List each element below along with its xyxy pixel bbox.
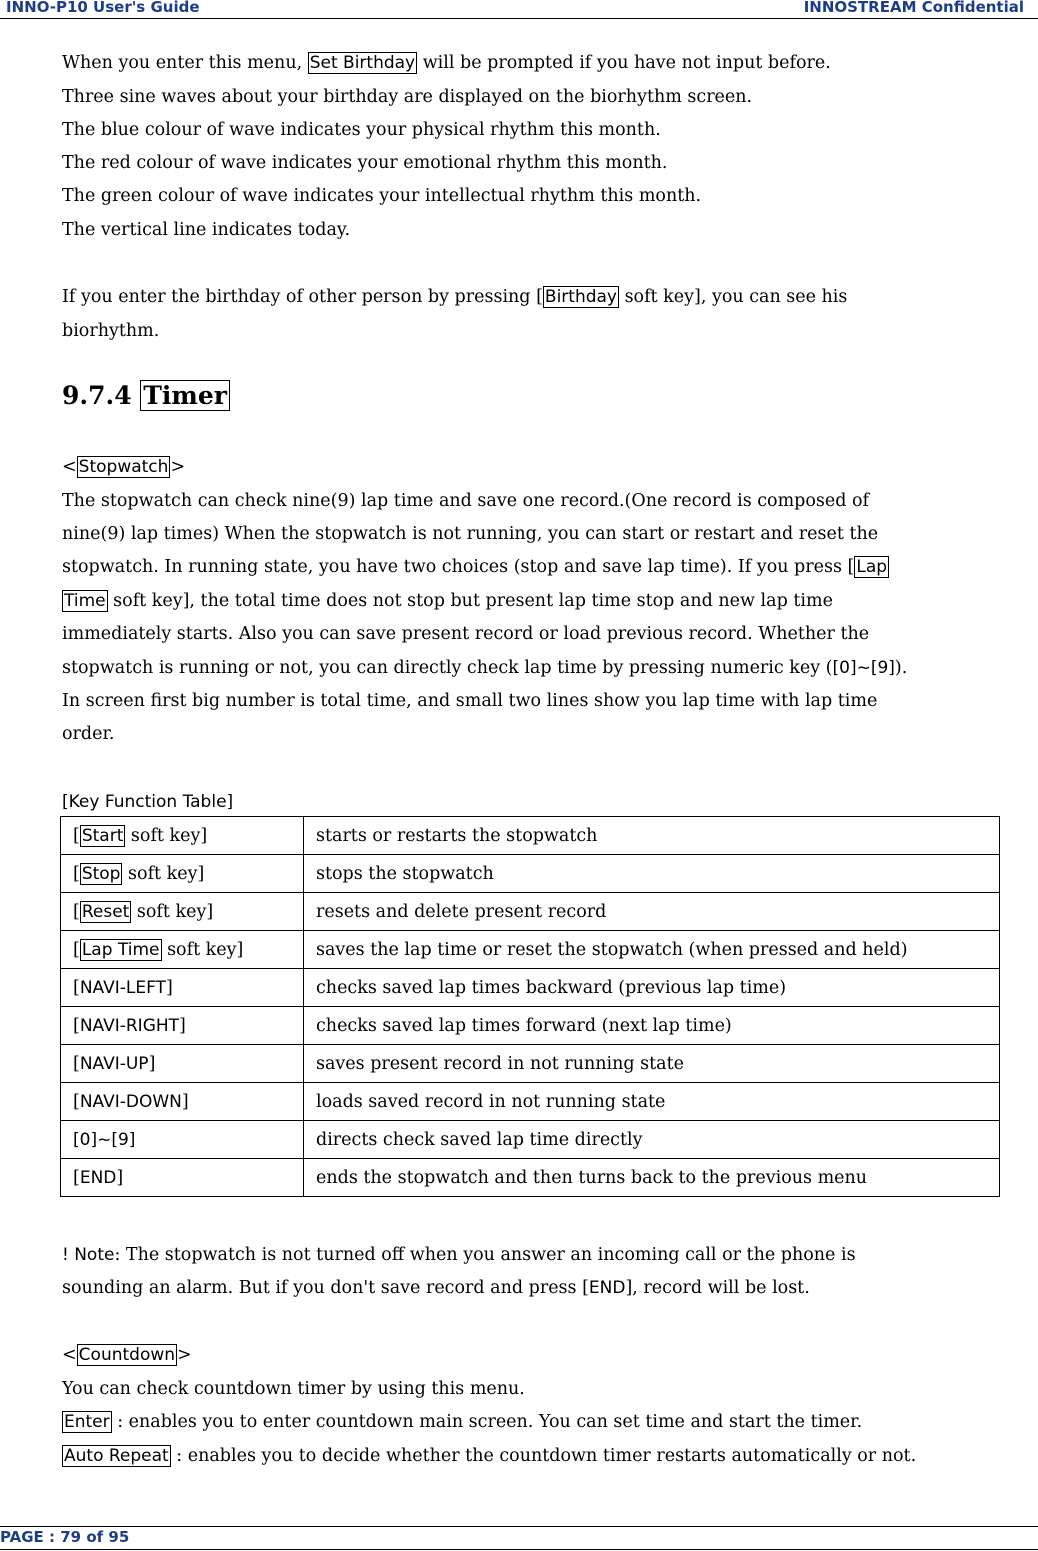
- intro-line-1: When you enter this menu, Set Birthday will be prompted if you have not input before.: [62, 53, 831, 73]
- birthday-softkey-label: Birthday: [544, 287, 617, 307]
- section-title: Timer: [140, 380, 230, 411]
- stopwatch-line-4: Time soft key], the total time does not stop but present lap time stop and new lap time: [64, 591, 833, 611]
- function-cell: resets and delete present record: [304, 893, 1000, 931]
- auto-repeat-label: Auto Repeat: [64, 1446, 169, 1466]
- stopwatch-line-3: stopwatch. In running state, you have two choices (stop and save lap time). If you press [ Lap: [62, 557, 888, 577]
- table-row: [61, 855, 1000, 893]
- key-cell: [NAVI-DOWN]: [61, 1083, 304, 1121]
- intro-line-5: The green colour of wave indicates your intellectual rhythm this month.: [62, 186, 702, 206]
- function-cell: saves present record in not running state: [304, 1045, 1000, 1083]
- function-cell: ends the stopwatch and then turns back to the previous menu: [304, 1159, 1000, 1197]
- intro-line-8: biorhythm.: [62, 321, 160, 341]
- key-cell: [0]~[9]: [61, 1121, 304, 1159]
- key-function-table: [60, 816, 1000, 1197]
- enter-label: Enter: [64, 1412, 110, 1432]
- note-line-2: sounding an alarm. But if you don't save record and press [END], record will be lost.: [62, 1278, 810, 1298]
- page-header: [0, 0, 1038, 19]
- function-cell: stops the stopwatch: [304, 855, 1000, 893]
- key-cell: [ Stop soft key]: [61, 855, 304, 893]
- table-row: [61, 1083, 1000, 1121]
- intro-line-3: The blue colour of wave indicates your physical rhythm this month.: [62, 120, 661, 140]
- function-cell: starts or restarts the stopwatch: [304, 817, 1000, 855]
- stopwatch-line-2: nine(9) lap times) When the stopwatch is not running, you can start or restart and reset the: [62, 524, 879, 544]
- table-row: [61, 893, 1000, 931]
- stopwatch-line-1: The stopwatch can check nine(9) lap time and save one record.(One record is composed of: [62, 491, 870, 511]
- function-cell: checks saved lap times backward (previous lap time): [304, 969, 1000, 1007]
- set-birthday-label: Set Birthday: [309, 53, 416, 73]
- table-row: [61, 1045, 1000, 1083]
- stopwatch-heading: < Stopwatch >: [62, 457, 186, 477]
- header-doc-title: INNO-P10 User's Guide: [6, 0, 200, 16]
- key-table-caption: [Key Function Table]: [62, 792, 234, 812]
- key-cell: [NAVI-RIGHT]: [61, 1007, 304, 1045]
- key-cell: [NAVI-UP]: [61, 1045, 304, 1083]
- note-line-1: ! Note: The stopwatch is not turned off when you answer an incoming call or the phone is: [62, 1245, 856, 1265]
- function-cell: directs check saved lap time directly: [304, 1121, 1000, 1159]
- stopwatch-line-6: stopwatch is running or not, you can directly check lap time by pressing numeric key ([0]~[9]).: [62, 658, 908, 678]
- note-label: ! Note: [62, 1245, 115, 1265]
- stopwatch-line-7: In screen first big number is total time, and small two lines show you lap time with lap time: [62, 691, 878, 711]
- intro-line-6: The vertical line indicates today.: [62, 220, 351, 240]
- function-cell: checks saved lap times forward (next lap time): [304, 1007, 1000, 1045]
- table-row: [61, 931, 1000, 969]
- intro-line-7: If you enter the birthday of other person by pressing [ Birthday soft key], you can see his: [62, 287, 848, 307]
- table-row: [61, 1007, 1000, 1045]
- key-cell: [ Reset soft key]: [61, 893, 304, 931]
- intro-line-4: The red colour of wave indicates your emotional rhythm this month.: [62, 153, 668, 173]
- intro-line-2: Three sine waves about your birthday are displayed on the biorhythm screen.: [62, 87, 753, 107]
- countdown-heading: < Countdown >: [62, 1345, 192, 1365]
- key-cell: [NAVI-LEFT]: [61, 969, 304, 1007]
- key-cell: [ Start soft key]: [61, 817, 304, 855]
- key-cell: [ Lap Time soft key]: [61, 931, 304, 969]
- stopwatch-line-5: immediately starts. Also you can save present record or load previous record. Whether the: [62, 624, 870, 644]
- function-cell: loads saved record in not running state: [304, 1083, 1000, 1121]
- countdown-auto-repeat-line: Auto Repeat : enables you to decide whether the countdown timer restarts automatically or not.: [64, 1446, 917, 1466]
- table-row: [61, 1121, 1000, 1159]
- table-row: [61, 1159, 1000, 1197]
- countdown-enter-line: Enter : enables you to enter countdown main screen. You can set time and start the timer.: [64, 1412, 863, 1432]
- countdown-line-1: You can check countdown timer by using this menu.: [62, 1379, 525, 1399]
- table-row: [61, 817, 1000, 855]
- key-cell: [END]: [61, 1159, 304, 1197]
- countdown-title: Countdown: [78, 1345, 176, 1365]
- page-footer: [0, 1526, 1038, 1550]
- table-row: [61, 969, 1000, 1007]
- stopwatch-line-8: order.: [62, 724, 115, 744]
- page-number: PAGE : 79 of 95: [0, 1528, 130, 1546]
- header-confidential: INNOSTREAM Confidential: [803, 0, 1024, 16]
- section-heading: 9.7.4 Timer: [62, 376, 230, 416]
- stopwatch-title: Stopwatch: [78, 457, 169, 477]
- function-cell: saves the lap time or reset the stopwatch (when pressed and held): [304, 931, 1000, 969]
